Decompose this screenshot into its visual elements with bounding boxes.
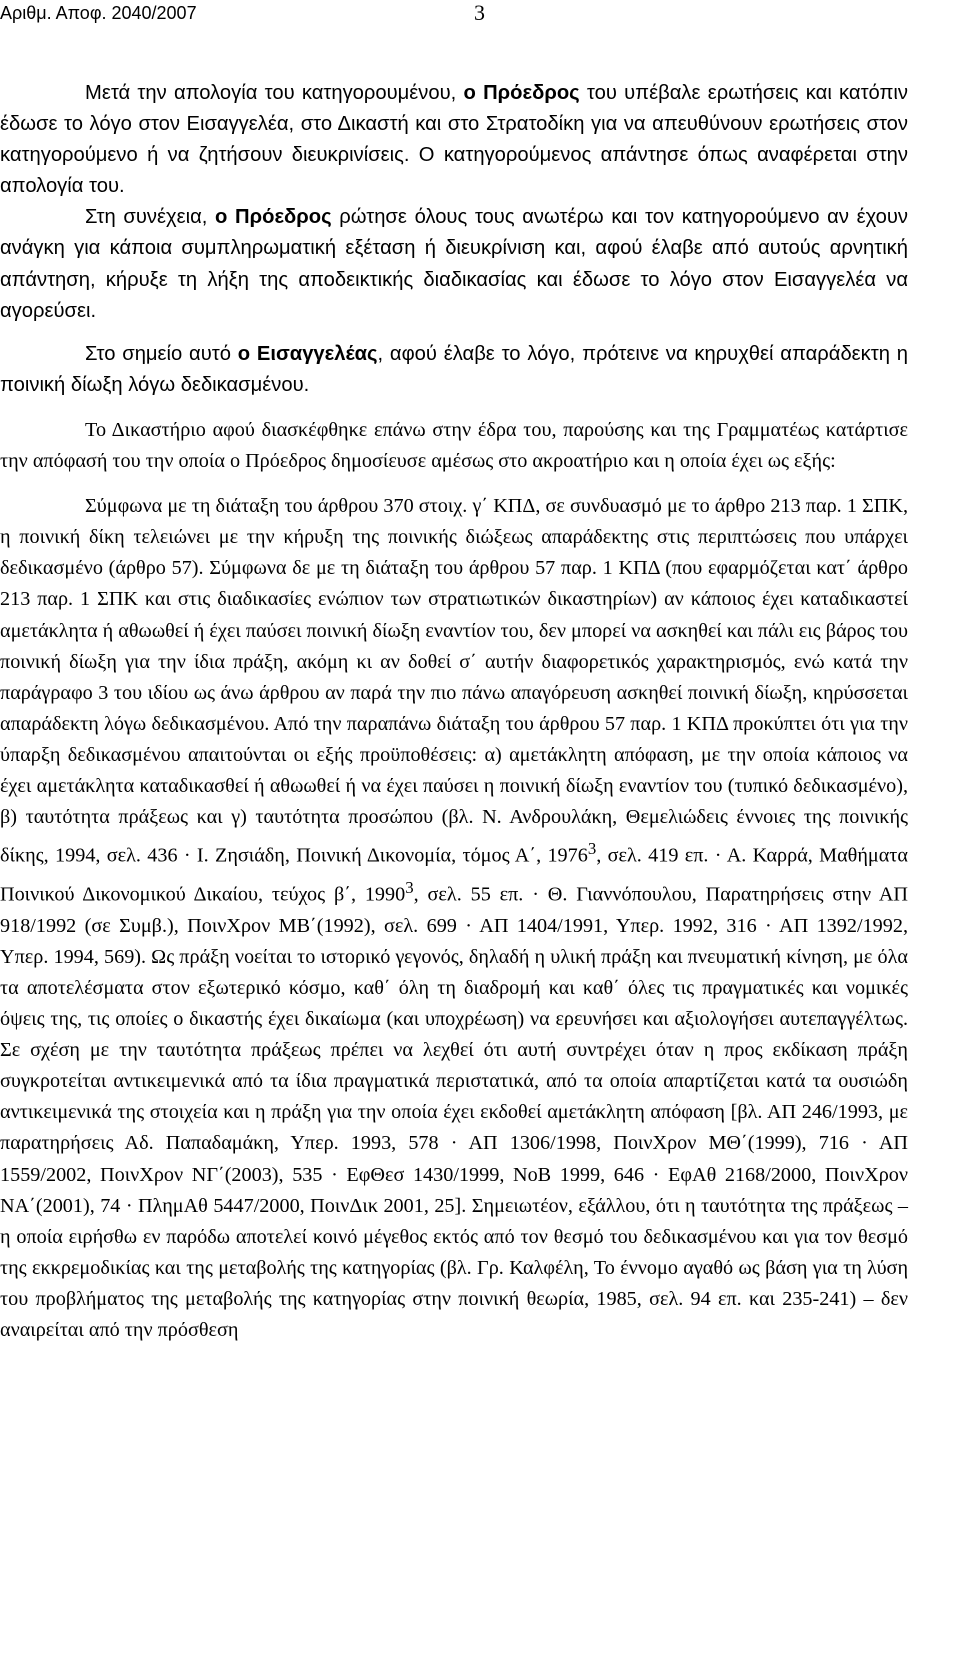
- text-run: , σελ. 419 επ. · Α. Καρρά, Μαθήματα Ποινικού Δικονομικού Δικαίου, τεύχος β΄, 1990: [0, 844, 908, 906]
- text-run: Στο σημείο αυτό: [85, 342, 238, 365]
- decision-number: Αριθμ. Αποφ. 2040/2007: [0, 3, 197, 23]
- text-run: , αφού έλαβε το λόγο, πρότεινε να κηρυχθεί απαράδεκτη η ποινική δίωξη λόγω δεδικασμένου.: [0, 342, 908, 396]
- superscript-edition: 3: [587, 839, 597, 859]
- superscript-edition: 3: [405, 877, 414, 897]
- text-run: Σύμφωνα με τη διάταξη του άρθρου 370 στοιχ. γ΄ ΚΠΔ, σε συνδυασμό με το άρθρο 213 παρ. 1 ΣΠΚ, η ποινική δίκη τελειώνει με την κήρυξη της ποινικής διώξεως απαράδεκτης στις περιπτώσεις που υπάρχει δεδικασμένο (άρθρο 57). Σύμφωνα δε με τη διάταξη του άρθρου 57 παρ. 1 ΚΠΔ (που εφαρμόζεται κατ΄ άρθρο 213 παρ. 1 ΣΠΚ και στις διαδικασίες ενώπιον των στρατιωτικών δικαστηρίων) αν κάποιος έχει καταδικαστεί αμετάκλητα ή αθωωθεί ή έχει παύσει ποινική δίωξη εναντίον του, δεν μπορεί να ασκηθεί και πάλι εις βάρος του ποινική δίωξη για την ίδια πράξη, ακόμη κι αν δοθεί σ΄ αυτήν διαφορετικός χαρακτηρισμός, ενώ κατά την παράγραφο 3 του ιδίου ως άνω άρθρου αν παρά την πιο πάνω απαγόρευση ασκηθεί ποινική δίωξη, κηρύσσεται απαράδεκτη λόγω δεδικασμένου. Από την παραπάνω διάταξη του άρθρου 57 παρ. 1 ΚΠΔ προκύπτει ότι για την ύπαρξη δεδικασμένου απαιτούνται οι εξής προϋποθέσεις: α) αμετάκλητη απόφαση, με την οποία κάποιος να έχει αμετάκλητα καταδικασθεί ή αθωωθεί ή να έχει παύσει η ποινική δίωξη εναντίον του (τυπικό δεδικασμένο), β) ταυτότητα πράξεως και γ) ταυτότητα προσώπου (βλ. Ν. Ανδρουλάκη, Θεμελιώδεις έννοιες της ποινικής δίκης, 1994, σελ. 436 · Ι. Ζησιάδη, Ποινική Δικονομία, τόμος Α΄, 1976: [0, 495, 908, 867]
- bold-run: ο Πρόεδρος: [215, 206, 332, 229]
- text-run: ρώτησε όλους τους ανωτέρω και τον κατηγορούμενο αν έχουν ανάγκη για κάποια συμπληρωματική εξέταση ή διευκρίνιση και, αφού έλαβε από αυτούς αρνητική απάντηση, κήρυξε τη λήξη της αποδεικτικής διαδικασίας και έδωσε το λόγο στον Εισαγγελέα να αγορεύσει.: [0, 206, 909, 322]
- bold-run: ο Εισαγγελέας: [237, 342, 378, 365]
- page-number: 3: [474, 0, 485, 25]
- text-run: Στη συνέχεια,: [85, 206, 216, 229]
- paragraph-closing-evidence: [0, 202, 908, 326]
- paragraph-legal-reasoning: [0, 491, 908, 1346]
- paragraph-defence-statement: [0, 78, 908, 202]
- text-run: Μετά την απολογία του κατηγορουμένου,: [85, 82, 464, 104]
- text-run: , σελ. 55 επ. · Θ. Γιαννόπουλου, Παρατηρήσεις στην ΑΠ 918/1992 (σε Συμβ.), ΠοινΧρον ΜΒ΄(1992), σελ. 699 · ΑΠ 1404/1991, Υπερ. 1992, 316 · ΑΠ 1392/1992, Υπερ. 1994, 569). Ως πράξη νοείται το ιστορικό γεγονός, δηλαδή η υλική πράξη και πνευματική κίνηση, με όλα τα αποτελέσματα στον εξωτερικό κόσμο, καθ΄ όλη τη διαδρομή και καθ΄ όλες τις πραγματικές και νομικές όψεις της, τις οποίες ο δικαστής έχει δικαίωμα (και υποχρέωση) να ερευνήσει και αξιολογήσει αυτεπαγγέλτως. Σε σχέση με την ταυτότητα πράξεως πρέπει να λεχθεί ότι αυτή συντρέχει όταν η προς εκδίκαση πράξη συγκροτείται αντικειμενικά από τα ίδια πραγματικά περιστατικά, από τα οποία απαρτίζεται κατά τα ουσιώδη αντικειμενικά της στοιχεία και η πράξη για την οποία έχει εκδοθεί αμετάκλητη απόφαση [βλ. ΑΠ 246/1993, με παρατηρήσεις Αδ. Παπαδαμάκη, Υπερ. 1993, 578 · ΑΠ 1306/1998, ΠοινΧρον ΜΘ΄(1999), 716 · ΑΠ 1559/2002, ΠοινΧρον ΝΓ΄(2003), 535 · ΕφΘεσ 1430/1999, ΝοΒ 1999, 646 · ΕφΑθ 2168/2000, ΠοινΧρον ΝΑ΄(2001), 74 · ΠλημΑθ 5447/2000, ΠοινΔικ 2001, 25]. Σημειωτέον, εξάλλου, ότι η ταυτότητα της πράξεως – η οποία ειρήσθω εν παρόδω αποτελεί κοινό μέγεθος εκτός από τον θεσμό του δεδικασμένου και για τον θεσμό της εκκρεμοδικίας και της μεταβολής της κατηγορίας (βλ. Γρ. Καλφέλη, Το έννομο αγαθό ως βάση για τη λύση του προβλήματος της μεταβολής της κατηγορίας στην ποινική θεωρία, 1985, σελ. 94 επ. και 235-241) – δεν αναιρείται από την πρόσθεση: [0, 883, 908, 1342]
- document-body: [0, 78, 908, 1346]
- paragraph-court-deliberation: Το Δικαστήριο αφού διασκέφθηκε επάνω στην έδρα του, παρούσης και της Γραμματέως κατάρτισε την απόφασή του την οποία ο Πρόεδρος δημοσίευσε αμέσως στο ακροατήριο και η οποία έχει ως εξής:: [0, 418, 908, 473]
- bold-run: ο Πρόεδρος: [463, 82, 580, 104]
- page-header: [0, 2, 960, 28]
- paragraph-prosecutor-proposal: [0, 339, 908, 401]
- text-run: του υπέβαλε ερωτήσεις και κατόπιν έδωσε το λόγο στον Εισαγγελέα, στο Δικαστή και στο Στρατοδίκη για να απευθύνουν ερωτήσεις στον κατηγορούμενο ή να ζητήσουν διευκρινίσεις. Ο κατηγορούμενος απάντησε όπως αναφέρεται στην απολογία του.: [0, 82, 909, 198]
